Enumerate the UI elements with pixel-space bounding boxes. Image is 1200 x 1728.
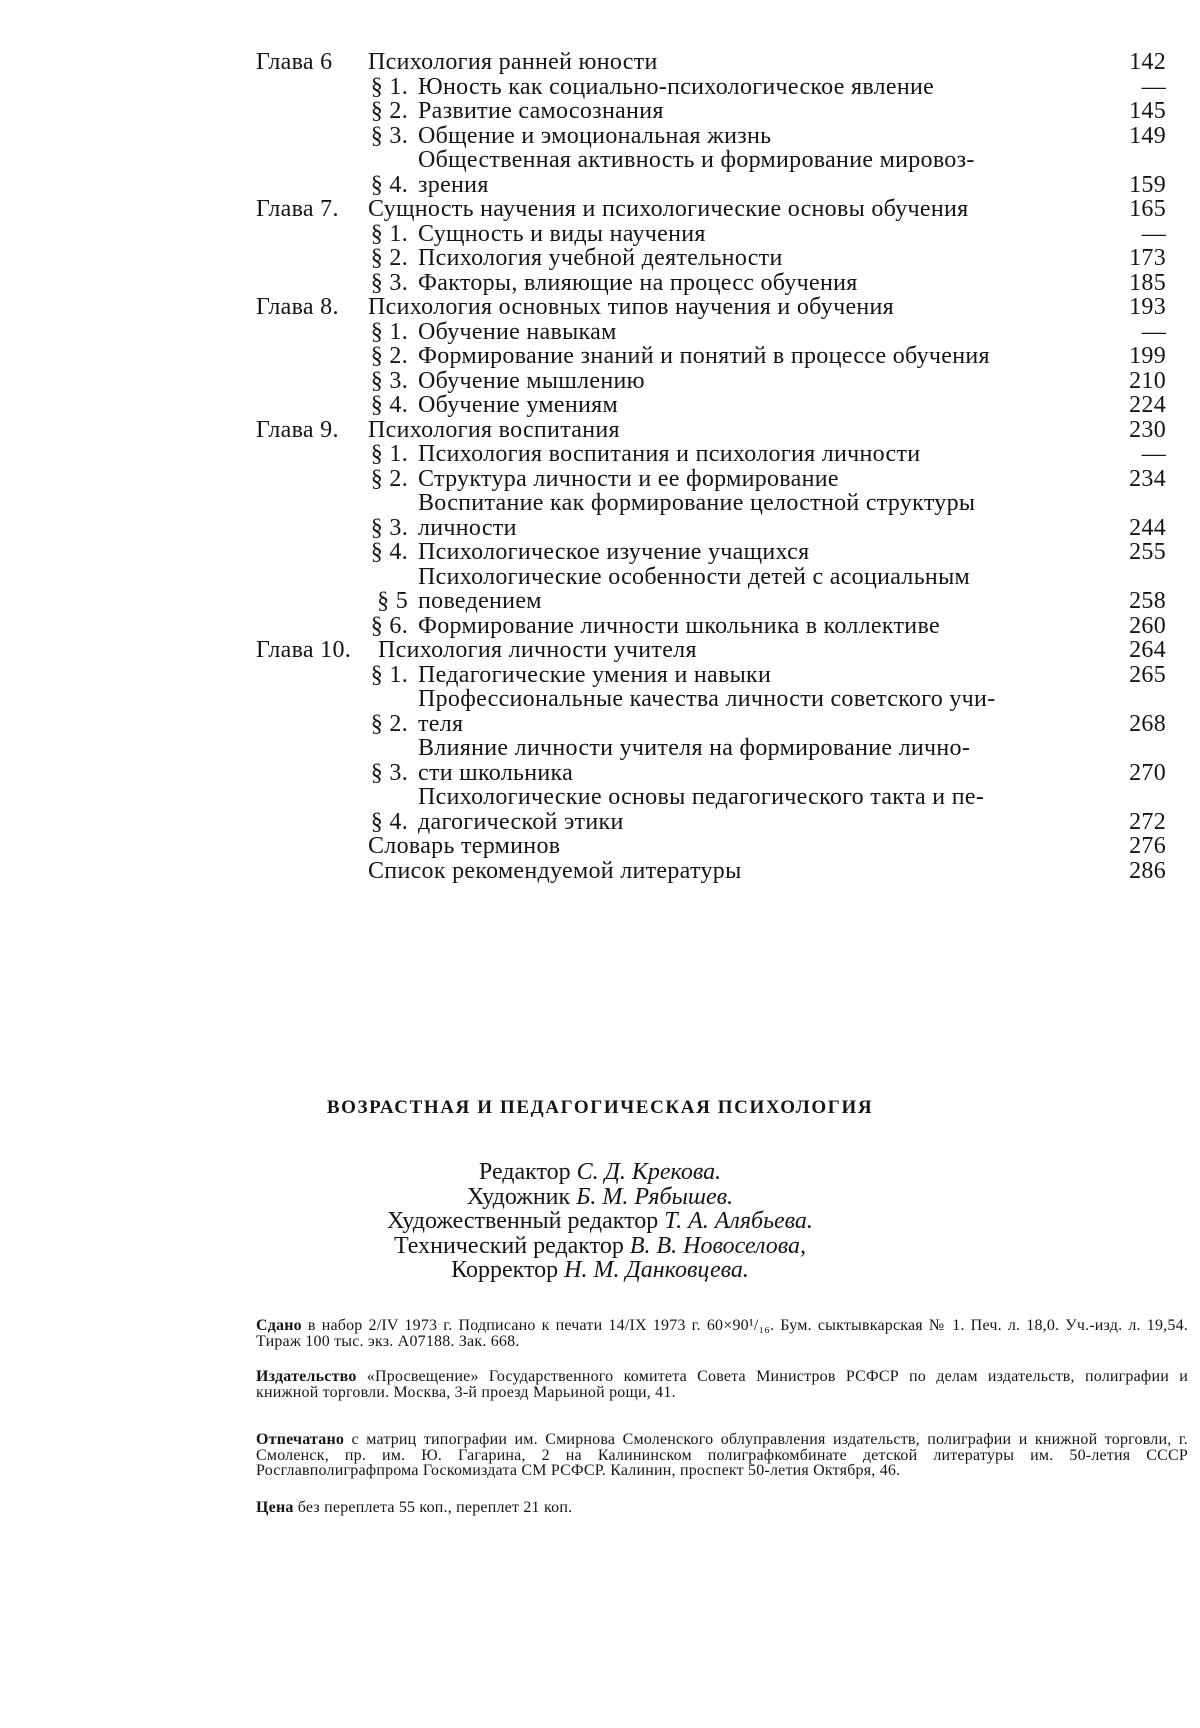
- book-title: ВОЗРАСТНАЯ И ПЕДАГОГИЧЕСКАЯ ПСИХОЛОГИЯ: [326, 1097, 874, 1118]
- toc-section-row: [256, 99, 1166, 124]
- toc-page-number: 210: [1129, 367, 1166, 394]
- toc-title-line: Обучение умениям: [418, 392, 618, 418]
- imprint-publisher-lead: Издательство: [256, 1368, 357, 1385]
- toc-page-number: 276: [1129, 833, 1166, 859]
- toc-page-number: 224: [1129, 392, 1166, 418]
- toc-section-title: [418, 124, 1116, 149]
- toc-page-number: 165: [1129, 196, 1166, 222]
- toc-section-title: [418, 320, 1116, 345]
- toc-page-number: 272: [1129, 808, 1166, 835]
- toc-title-line: теля: [418, 710, 464, 737]
- toc-title-line: Юность как социально-психологическое явление: [418, 73, 935, 100]
- toc-section-row: [256, 442, 1166, 467]
- toc-title-line: Воспитание как формирование целостной структуры: [418, 490, 976, 516]
- credit-line: [0, 1185, 1200, 1210]
- toc-section-row: [256, 271, 1166, 296]
- toc-chapter-label: Глава 9.: [256, 416, 339, 443]
- toc-page-number: 258: [1129, 588, 1166, 614]
- toc-section-row: [256, 222, 1166, 247]
- table-of-contents: [256, 50, 1166, 883]
- toc-chapter-title: Психология воспитания: [368, 416, 620, 443]
- toc-title-line: Общение и эмоциональная жизнь: [418, 122, 772, 149]
- toc-section-title: [418, 369, 1116, 394]
- toc-section-title: [418, 75, 1116, 100]
- toc-section-number: § 3.: [370, 367, 408, 394]
- credit-line: [0, 1209, 1200, 1234]
- imprint-price: [256, 1500, 1188, 1516]
- toc-page-number: —: [1141, 441, 1166, 467]
- toc-title-line: Словарь терминов: [368, 833, 561, 859]
- toc-section-title: [418, 540, 1116, 565]
- toc-section-title: [368, 834, 1116, 859]
- toc-title-line: Влияние личности учителя на формирование лично-: [418, 735, 971, 761]
- toc-section-number: § 2.: [370, 710, 408, 737]
- toc-page-number: 145: [1129, 98, 1166, 124]
- toc-section-number: § 3.: [370, 759, 408, 786]
- toc-section-row: [256, 467, 1166, 492]
- toc-title-line: Профессиональные качества личности советского учи-: [418, 686, 996, 712]
- toc-title-line: Факторы, влияющие на процесс обучения: [418, 269, 858, 296]
- toc-page-number: 149: [1129, 122, 1166, 149]
- toc-page-number: 244: [1129, 514, 1166, 541]
- toc-section-row: [256, 736, 1166, 785]
- toc-page-number: —: [1141, 73, 1166, 100]
- toc-chapter-title: Сущность научения и психологические основы обучения: [368, 196, 969, 222]
- toc-page-number: —: [1141, 318, 1166, 345]
- toc-section-title: [418, 99, 1116, 124]
- toc-section-title: [418, 246, 1116, 271]
- toc-section-row: [256, 124, 1166, 149]
- toc-section-row: [256, 565, 1166, 614]
- toc-section-number: § 4.: [370, 808, 408, 835]
- credit-role: Технический редактор: [394, 1232, 624, 1259]
- toc-section-row: [256, 614, 1166, 639]
- toc-section-title: [418, 467, 1116, 492]
- toc-section-number: § 4.: [370, 392, 408, 418]
- credit-role: Корректор: [451, 1257, 559, 1283]
- toc-section-row: [256, 393, 1166, 418]
- credit-line: [0, 1160, 1200, 1185]
- toc-page-number: 159: [1129, 171, 1166, 198]
- toc-section-title: [418, 344, 1116, 369]
- toc-section-title: [418, 148, 1116, 197]
- toc-chapter-label: Глава 8.: [256, 294, 339, 320]
- toc-section-number: § 1.: [370, 73, 408, 100]
- toc-page-number: 142: [1129, 49, 1166, 75]
- toc-section-number: § 1.: [370, 661, 408, 688]
- toc-backmatter-row: [256, 834, 1166, 859]
- toc-section-title: [418, 393, 1116, 418]
- toc-title-line: Психология учебной деятельности: [418, 245, 783, 271]
- toc-title-line: личности: [418, 514, 517, 541]
- toc-section-number: § 2.: [370, 245, 408, 271]
- toc-title-line: Психологические основы педагогического такта и пе-: [418, 784, 985, 810]
- toc-title-line: Педагогические умения и навыки: [418, 661, 772, 688]
- toc-title-line: Развитие самосознания: [418, 98, 664, 124]
- toc-title-line: дагогической этики: [418, 808, 624, 835]
- toc-section-title: [418, 736, 1116, 785]
- toc-section-number: § 5: [377, 588, 408, 614]
- toc-section-number: § 1.: [370, 220, 408, 247]
- toc-backmatter-row: [256, 859, 1166, 884]
- toc-page-number: 286: [1129, 857, 1166, 884]
- toc-title-line: Формирование личности школьника в коллективе: [418, 612, 940, 639]
- toc-page-number: 199: [1129, 343, 1166, 369]
- toc-section-number: § 2.: [370, 98, 408, 124]
- toc-section-row: [256, 369, 1166, 394]
- toc-title-line: Структура личности и ее формирование: [418, 465, 839, 492]
- imprint-publisher-text: «Просвещение» Государственного комитета Совета Министров РСФСР по делам издательств, полиграфии и книжной торговли. Москва, 3-й проезд Марьиной рощи, 41.: [256, 1368, 1188, 1401]
- toc-section-row: [256, 148, 1166, 197]
- toc-section-row: [256, 320, 1166, 345]
- toc-chapter-label: Глава 7.: [256, 196, 339, 222]
- imprint-price-text: без переплета 55 коп., переплет 21 коп.: [293, 1499, 573, 1516]
- credit-name: Т. А. Алябьева.: [664, 1208, 813, 1234]
- credit-line: [0, 1258, 1200, 1283]
- imprint-print-details: [256, 1318, 1188, 1349]
- toc-page-number: 270: [1129, 759, 1166, 786]
- toc-section-title: [418, 614, 1116, 639]
- toc-section-number: § 4.: [370, 171, 408, 198]
- toc-section-row: [256, 75, 1166, 100]
- toc-section-title: [418, 687, 1116, 736]
- toc-section-number: § 3.: [370, 269, 408, 296]
- toc-section-row: [256, 663, 1166, 688]
- toc-section-row: [256, 785, 1166, 834]
- toc-chapter-row: [256, 638, 1166, 663]
- toc-section-title: [368, 859, 1116, 884]
- toc-page-number: 264: [1129, 637, 1166, 663]
- imprint-printer: [256, 1432, 1188, 1479]
- toc-section-title: [418, 442, 1116, 467]
- toc-section-number: § 2.: [370, 343, 408, 369]
- toc-title-line: зрения: [418, 171, 489, 198]
- credit-name: Б. М. Рябышев.: [576, 1183, 734, 1210]
- toc-title-line: Список рекомендуемой литературы: [368, 857, 742, 884]
- toc-chapter-row: [256, 50, 1166, 75]
- toc-page-number: 234: [1129, 465, 1166, 492]
- imprint-printer-lead: Отпечатано: [256, 1431, 345, 1448]
- imprint-printer-text: с матриц типографии им. Смирнова Смоленского облуправления издательств, полиграфии и книжной торговли, г. Смоленск, пр. им. Ю. Гагарина, 2 на Калининском полиграфкомбинате детской литературы им. 50-летия СССР Росглавполиграфпрома Госкомиздата СМ РСФСР. Калинин, проспект 50-летия Октября, 46.: [256, 1431, 1188, 1479]
- toc-title-line: Формирование знаний и понятий в процессе обучения: [418, 343, 990, 369]
- toc-chapter-row: [256, 295, 1166, 320]
- toc-page-number: 185: [1129, 269, 1166, 296]
- toc-chapter-row: [256, 197, 1166, 222]
- toc-section-number: § 2.: [370, 465, 408, 492]
- toc-page-number: 268: [1129, 710, 1166, 737]
- toc-section-title: [418, 271, 1116, 296]
- credit-line: [0, 1234, 1200, 1259]
- toc-title-line: Психологическое изучение учащихся: [418, 539, 810, 565]
- toc-section-number: § 1.: [370, 441, 408, 467]
- credit-name: В. В. Новоселова,: [629, 1232, 806, 1259]
- toc-section-number: § 4.: [370, 539, 408, 565]
- imprint-print-lead: Сдано: [256, 1317, 302, 1334]
- toc-page-number: 255: [1129, 539, 1166, 565]
- toc-chapter-label: Глава 6: [256, 49, 333, 75]
- toc-section-title: [418, 565, 1116, 614]
- toc-title-line: Психологические особенности детей с асоциальным: [418, 563, 970, 590]
- imprint-print-text: в набор 2/IV 1973 г. Подписано к печати 14/IX 1973 г. 60×90¹/₁₆. Бум. сыктывкарская № 1. Печ. л. 18,0. Уч.-изд. л. 19,54. Тираж 100 тыс. экз. А07188. Зак. 668.: [256, 1317, 1188, 1350]
- toc-section-row: [256, 246, 1166, 271]
- toc-section-title: [418, 491, 1116, 540]
- toc-section-title: [418, 785, 1116, 834]
- credit-role: Художественный редактор: [387, 1208, 659, 1234]
- credits-block: [0, 1160, 1200, 1283]
- toc-page-number: 193: [1129, 294, 1166, 320]
- credit-name: Н. М. Данковцева.: [564, 1257, 749, 1283]
- toc-section-row: [256, 344, 1166, 369]
- toc-section-row: [256, 491, 1166, 540]
- toc-page-number: 230: [1129, 416, 1166, 443]
- toc-title-line: сти школьника: [418, 759, 574, 786]
- toc-title-line: Психология воспитания и психология личности: [418, 441, 921, 467]
- toc-chapter-label: Глава 10.: [256, 637, 352, 663]
- toc-chapter-title: Психология основных типов научения и обучения: [368, 294, 895, 320]
- toc-chapter-row: [256, 418, 1166, 443]
- toc-section-number: § 6.: [370, 612, 408, 639]
- toc-page-number: —: [1141, 220, 1166, 247]
- toc-section-row: [256, 687, 1166, 736]
- toc-page-number: 265: [1129, 661, 1166, 688]
- toc-title-line: поведением: [418, 588, 542, 614]
- toc-title-line: Обучение мышлению: [418, 367, 645, 394]
- toc-section-number: § 1.: [370, 318, 408, 345]
- toc-section-title: [418, 222, 1116, 247]
- toc-section-title: [418, 663, 1116, 688]
- toc-page-number: 260: [1129, 612, 1166, 639]
- toc-section-number: § 3.: [370, 122, 408, 149]
- imprint-publisher: [256, 1369, 1188, 1400]
- credit-role: Художник: [466, 1183, 571, 1210]
- toc-title-line: Общественная активность и формирование мировоз-: [418, 147, 975, 173]
- credit-role: Редактор: [478, 1159, 571, 1185]
- toc-title-line: Сущность и виды научения: [418, 220, 706, 247]
- toc-section-number: § 3.: [370, 514, 408, 541]
- toc-chapter-title: Психология ранней юности: [368, 49, 658, 75]
- toc-chapter-title: Психология личности учителя: [378, 637, 697, 663]
- toc-title-line: Обучение навыкам: [418, 318, 617, 345]
- toc-section-row: [256, 540, 1166, 565]
- toc-page-number: 173: [1129, 245, 1166, 271]
- imprint-price-lead: Цена: [256, 1499, 294, 1516]
- credit-name: С. Д. Крекова.: [576, 1159, 722, 1185]
